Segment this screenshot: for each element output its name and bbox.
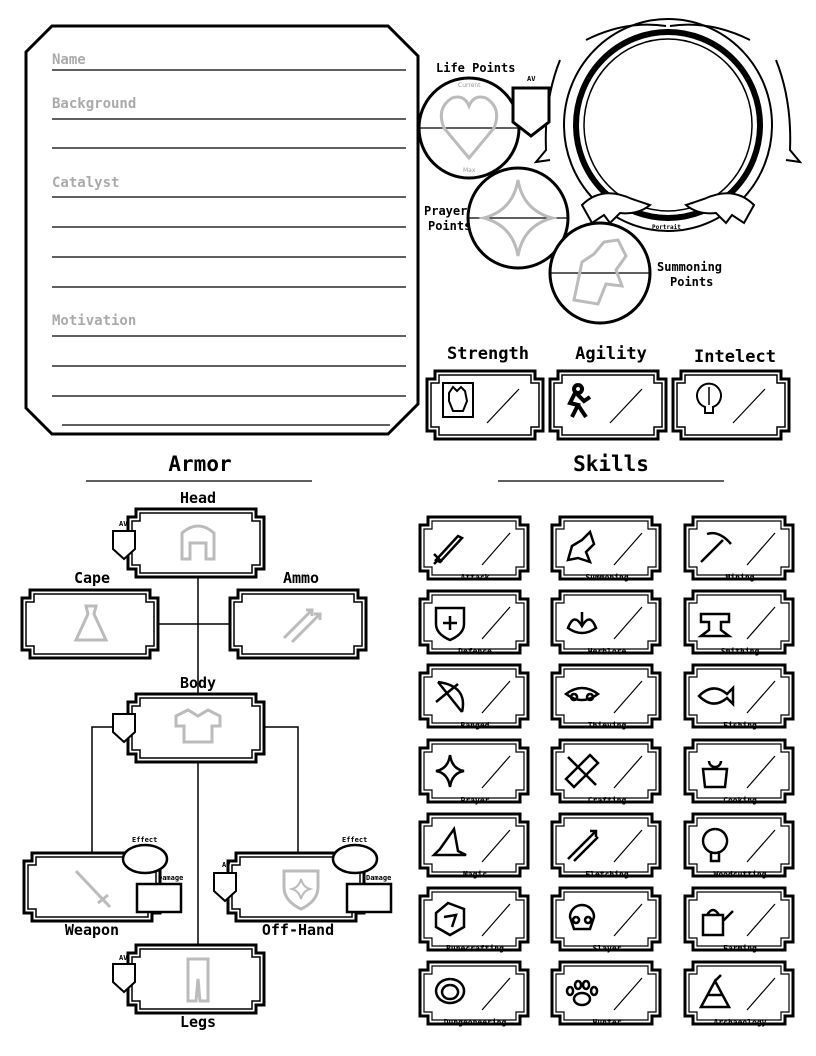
- skill-label: Crafting: [587, 796, 627, 805]
- skill-label: Attack: [460, 573, 490, 582]
- attribute-title: Agility: [575, 344, 647, 364]
- skill-box-herblore[interactable]: [552, 591, 660, 653]
- skill-label: Hunter: [592, 1018, 622, 1027]
- av-label: AV: [222, 861, 231, 869]
- prayer-points-label-line1: Prayer: [424, 204, 468, 218]
- life-points-label: Life Points: [436, 61, 516, 75]
- weapon-label: Weapon: [64, 921, 120, 939]
- summoning-points-label-line2: Points: [670, 275, 714, 289]
- skill-label: Fishing: [723, 721, 757, 730]
- skill-label: Fletching: [585, 870, 629, 879]
- current-label: Current: [458, 82, 481, 89]
- skill-box-runecrafting[interactable]: [420, 888, 528, 950]
- av-label: AV: [119, 520, 128, 528]
- skill-box-woodcutting[interactable]: [685, 814, 793, 876]
- skill-label: Magic: [462, 870, 488, 879]
- attribute-title: Intelect: [694, 347, 776, 367]
- skill-box-defence[interactable]: [420, 591, 528, 653]
- skill-box-slayer[interactable]: [552, 888, 660, 950]
- attribute-box-agility: [550, 371, 666, 439]
- damage-label: Damage: [158, 874, 184, 882]
- skill-box-smithing[interactable]: [685, 591, 793, 653]
- summoning-points-label-line1: Summoning: [657, 260, 723, 274]
- attribute-box-intelect: [673, 371, 789, 439]
- skill-label: Smithing: [720, 647, 760, 656]
- skill-box-fishing[interactable]: [685, 665, 793, 727]
- skill-box-crafting[interactable]: [552, 740, 660, 802]
- bio-panel: [26, 26, 418, 434]
- summoning-points-circle: [550, 223, 650, 323]
- legs-label: Legs: [179, 1013, 217, 1031]
- name-label: Name: [52, 52, 86, 68]
- portrait-frame-icon: [536, 19, 800, 231]
- av-label: AV: [527, 75, 536, 83]
- skill-label: Prayer: [460, 796, 490, 805]
- skill-label: Woodcutting: [713, 870, 767, 879]
- skill-box-fletching[interactable]: [552, 814, 660, 876]
- weapon-damage-field: [137, 884, 181, 912]
- skill-label: Mining: [725, 573, 755, 582]
- armor-slot-cape: [22, 590, 158, 658]
- av-label: AV: [119, 954, 128, 962]
- attribute-title: Strength: [447, 344, 529, 364]
- offhand-label: Off-Hand: [261, 921, 335, 939]
- skill-label: Dungeoneering: [443, 1018, 507, 1027]
- skill-box-prayer[interactable]: [420, 740, 528, 802]
- skill-label: Herblore: [587, 647, 627, 656]
- life-points-circle: [419, 78, 519, 178]
- background-label: Background: [52, 96, 137, 112]
- skill-label: Slayer: [592, 944, 622, 953]
- skill-label: Cooking: [723, 796, 757, 805]
- skill-box-magic[interactable]: [420, 814, 528, 876]
- skill-box-archaeology[interactable]: [685, 962, 793, 1024]
- damage-label: Damage: [366, 874, 392, 882]
- armor-slot-legs: [128, 945, 264, 1013]
- skill-label: Thieving: [587, 721, 627, 730]
- skill-box-cooking[interactable]: [685, 740, 793, 802]
- skill-box-mining[interactable]: [685, 517, 793, 579]
- weapon-effect-field: [123, 845, 167, 873]
- cape-label: Cape: [73, 569, 111, 587]
- offhand-damage-field: [347, 884, 391, 912]
- ammo-label: Ammo: [282, 569, 320, 587]
- skill-box-attack[interactable]: [420, 517, 528, 579]
- skill-box-hunter[interactable]: [552, 962, 660, 1024]
- offhand-effect-field: [333, 845, 377, 873]
- skill-box-ranged[interactable]: [420, 665, 528, 727]
- max-label: Max: [463, 167, 476, 174]
- body-label: Body: [179, 674, 217, 692]
- prayer-points-label-line2: Points: [428, 219, 472, 233]
- armor-title: Armor: [168, 452, 232, 476]
- skills-title: Skills: [573, 452, 649, 476]
- skill-box-summoning[interactable]: [552, 517, 660, 579]
- skill-label: Archaeology: [713, 1018, 767, 1027]
- attribute-box-strength: [427, 371, 543, 439]
- skill-label: Runecrafting: [446, 944, 504, 953]
- effect-label: Effect: [132, 836, 158, 844]
- skill-box-farming[interactable]: [685, 888, 793, 950]
- catalyst-label: Catalyst: [52, 175, 120, 191]
- skill-box-thieving[interactable]: [552, 665, 660, 727]
- portrait-label: Portrait: [652, 224, 681, 231]
- armor-slot-head: [128, 509, 264, 577]
- armor-slot-body: [128, 694, 264, 762]
- skill-label: Farming: [723, 944, 757, 953]
- armor-slot-ammo: [230, 590, 366, 658]
- motivation-label: Motivation: [52, 313, 137, 329]
- skill-label: Ranged: [460, 721, 490, 730]
- effect-label: Effect: [342, 836, 368, 844]
- skill-box-dungeoneering[interactable]: [420, 962, 528, 1024]
- skill-label: Summoning: [585, 573, 629, 582]
- head-label: Head: [179, 489, 217, 507]
- skill-label: Defence: [458, 647, 492, 656]
